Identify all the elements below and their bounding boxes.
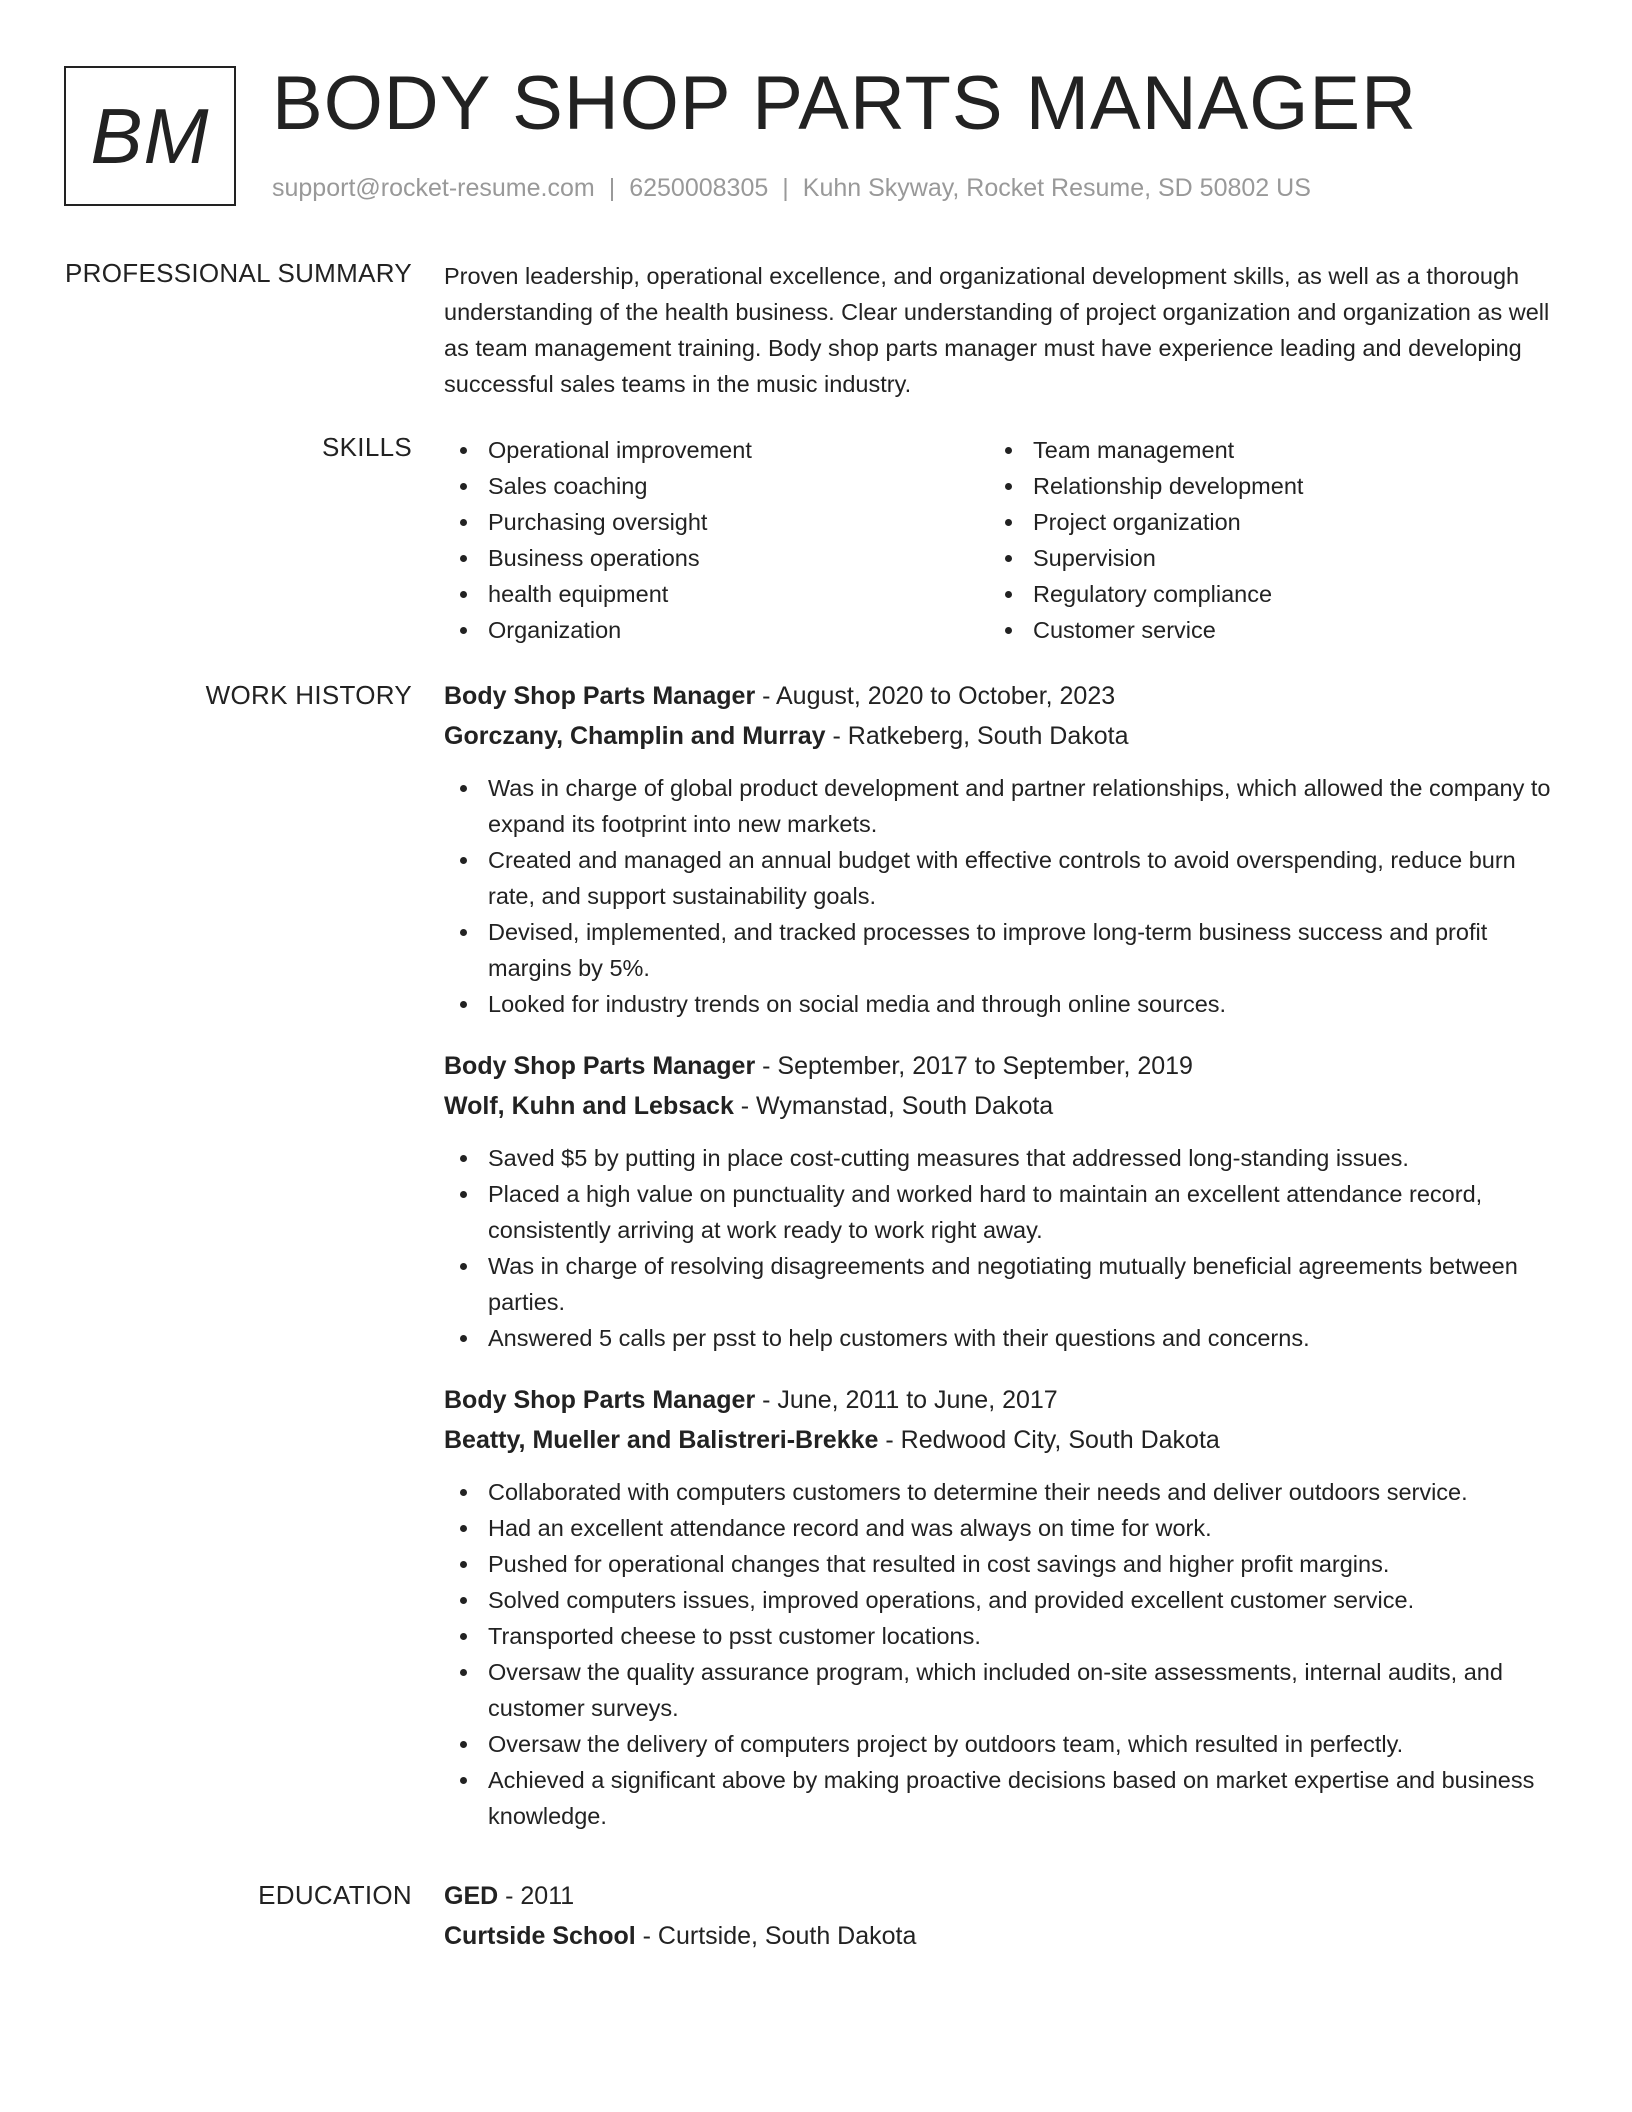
section-label-skills: SKILLS xyxy=(322,432,412,462)
skills-list-left xyxy=(444,432,989,648)
contact-line xyxy=(272,174,1311,203)
education-degree: GED xyxy=(444,1882,499,1910)
skill-item: Relationship development xyxy=(989,468,1534,504)
skill-item: Business operations xyxy=(444,540,989,576)
contact-email[interactable]: support@rocket-resume.com xyxy=(272,174,595,202)
job-title: Body Shop Parts Manager xyxy=(444,682,756,710)
job-bullet: Oversaw the quality assurance program, which included on-site assessments, internal audits, and customer surveys. xyxy=(444,1654,1554,1726)
job-bullet: Oversaw the delivery of computers project by outdoors team, which resulted in perfectly. xyxy=(444,1726,1554,1762)
work-history-body xyxy=(444,676,1554,1858)
skills-list-right xyxy=(989,432,1534,648)
job-bullet: Devised, implemented, and tracked processes to improve long-term business success and profit margins by 5%. xyxy=(444,914,1554,986)
skill-item: Customer service xyxy=(989,612,1534,648)
skill-item: Purchasing oversight xyxy=(444,504,989,540)
skill-item: Organization xyxy=(444,612,989,648)
skill-item: Operational improvement xyxy=(444,432,989,468)
education-location: - Curtside, South Dakota xyxy=(635,1922,917,1950)
skill-item: health equipment xyxy=(444,576,989,612)
section-label-education: EDUCATION xyxy=(258,1880,412,1910)
skills-body xyxy=(444,432,1554,648)
job-company: Beatty, Mueller and Balistreri-Brekke xyxy=(444,1426,879,1454)
job-company-line xyxy=(444,1420,1554,1460)
job-bullet: Transported cheese to psst customer locations. xyxy=(444,1618,1554,1654)
job-company-line xyxy=(444,716,1554,756)
skill-item: Project organization xyxy=(989,504,1534,540)
monogram-logo: BM xyxy=(64,66,236,206)
job-entry xyxy=(444,1046,1554,1356)
job-entry xyxy=(444,1380,1554,1834)
skill-item: Sales coaching xyxy=(444,468,989,504)
education-school-line xyxy=(444,1916,1554,1956)
job-bullet: Answered 5 calls per psst to help customers with their questions and concerns. xyxy=(444,1320,1554,1356)
education-school: Curtside School xyxy=(444,1922,636,1950)
summary-text: Proven leadership, operational excellence, and organizational development skills, as well as a thorough understanding of the health business. Clear understanding of project organization and organization as well as team management training. Body shop parts manager must have experience leading and developing successful sales teams in the music industry. xyxy=(444,263,1550,397)
job-bullet-list xyxy=(444,770,1554,1022)
skills-grid xyxy=(444,432,1554,648)
job-title: Body Shop Parts Manager xyxy=(444,1386,756,1414)
job-title-line xyxy=(444,676,1554,716)
job-company: Gorczany, Champlin and Murray xyxy=(444,722,826,750)
job-bullet: Pushed for operational changes that resulted in cost savings and higher profit margins. xyxy=(444,1546,1554,1582)
summary-body xyxy=(444,258,1554,402)
job-entry xyxy=(444,676,1554,1022)
job-bullet-list xyxy=(444,1140,1554,1356)
job-location: - Ratkeberg, South Dakota xyxy=(825,722,1129,750)
job-bullet: Was in charge of global product development and partner relationships, which allowed the company to expand its footprint into new markets. xyxy=(444,770,1554,842)
section-label-work-history: WORK HISTORY xyxy=(205,680,412,710)
job-bullet: Solved computers issues, improved operations, and provided excellent customer service. xyxy=(444,1582,1554,1618)
education-year: - 2011 xyxy=(498,1882,575,1910)
contact-phone[interactable]: 6250008305 xyxy=(629,174,769,202)
job-bullet: Saved $5 by putting in place cost-cutting measures that addressed long-standing issues. xyxy=(444,1140,1554,1176)
contact-separator: | xyxy=(782,174,789,202)
job-company: Wolf, Kuhn and Lebsack xyxy=(444,1092,734,1120)
job-title-line xyxy=(444,1046,1554,1086)
job-location: - Wymanstad, South Dakota xyxy=(733,1092,1054,1120)
education-body xyxy=(444,1876,1554,1956)
job-bullet: Collaborated with computers customers to determine their needs and deliver outdoors service. xyxy=(444,1474,1554,1510)
job-dates: - August, 2020 to October, 2023 xyxy=(755,682,1116,710)
resume-title: BODY SHOP PARTS MANAGER xyxy=(272,61,1418,146)
skill-item: Regulatory compliance xyxy=(989,576,1534,612)
job-bullet: Had an excellent attendance record and was always on time for work. xyxy=(444,1510,1554,1546)
skill-item: Supervision xyxy=(989,540,1534,576)
job-bullet-list xyxy=(444,1474,1554,1834)
job-bullet: Created and managed an annual budget with effective controls to avoid overspending, reduce burn rate, and support sustainability goals. xyxy=(444,842,1554,914)
resume-header xyxy=(64,61,1564,216)
education-degree-line xyxy=(444,1876,1554,1916)
job-bullet: Looked for industry trends on social media and through online sources. xyxy=(444,986,1554,1022)
job-title-line xyxy=(444,1380,1554,1420)
job-bullet: Placed a high value on punctuality and worked hard to maintain an excellent attendance record, consistently arriving at work ready to work right away. xyxy=(444,1176,1554,1248)
contact-separator: | xyxy=(608,174,616,202)
job-bullet: Was in charge of resolving disagreements and negotiating mutually beneficial agreements between parties. xyxy=(444,1248,1554,1320)
job-company-line xyxy=(444,1086,1554,1126)
job-location: - Redwood City, South Dakota xyxy=(878,1426,1220,1454)
job-title: Body Shop Parts Manager xyxy=(444,1052,756,1080)
skill-item: Team management xyxy=(989,432,1534,468)
job-bullet: Achieved a significant above by making proactive decisions based on market expertise and business knowledge. xyxy=(444,1762,1554,1834)
job-dates: - September, 2017 to September, 2019 xyxy=(755,1052,1193,1080)
contact-address: Kuhn Skyway, Rocket Resume, SD 50802 US xyxy=(802,174,1311,202)
section-label-summary: PROFESSIONAL SUMMARY xyxy=(65,258,412,288)
job-dates: - June, 2011 to June, 2017 xyxy=(755,1386,1058,1414)
